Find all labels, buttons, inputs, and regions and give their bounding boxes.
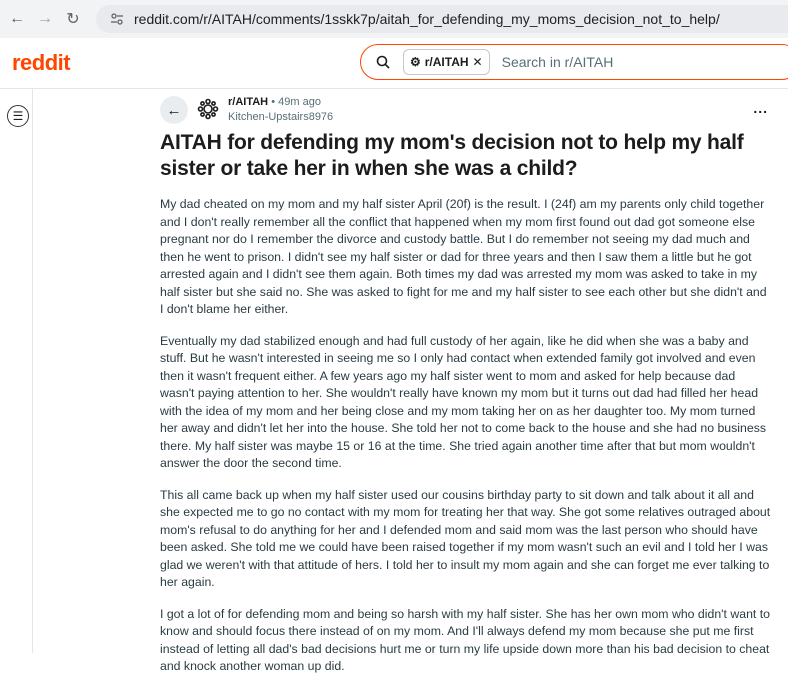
post-body	[160, 196, 772, 676]
address-bar[interactable]	[96, 5, 788, 33]
left-sidebar-rail	[0, 88, 33, 653]
more-options-icon[interactable]: ...	[753, 100, 768, 116]
back-arrow-icon[interactable]: ←	[9, 10, 25, 27]
post-meta	[160, 94, 772, 126]
subreddit-name[interactable]: r/AITAH	[228, 96, 269, 108]
reload-icon[interactable]: ↻	[66, 11, 80, 28]
post-container	[160, 94, 772, 690]
site-settings-icon[interactable]	[108, 10, 126, 28]
search-bar[interactable]	[360, 44, 788, 80]
post-title: AITAH for defending my mom's decision not to help my half sister or take her in when she was a child?	[160, 131, 744, 180]
post-paragraph: My dad cheated on my mom and my half sister April (20f) is the result. I (24f) am my parents only child together and I don't really remember all the conflict that happened when my mom first found out dad got someone else pregnant nor do I remember the divorce and custody battle. But I do remember not seeing my dad much and then he went to prison. I didn't see my half sister or dad for three years and then I saw them a little but he got arrested again and I didn't see them again. Both times my dad was arrested my mom was asked to take in my half sister but she said no. She was asked to fight for me and my half sister to see each other but she didn't and I don't blame her either.	[160, 197, 767, 316]
url-text: reddit.com/r/AITAH/comments/1sskk7p/aitah_for_defending_my_moms_decision_not_to_help/	[134, 11, 720, 27]
subreddit-line	[228, 96, 321, 108]
search-icon	[375, 54, 391, 70]
subreddit-gear-icon: ⚙	[410, 55, 421, 69]
browser-toolbar	[0, 0, 788, 39]
back-arrow-icon[interactable]: ←	[160, 96, 188, 124]
site-header	[0, 38, 788, 89]
close-icon[interactable]: ✕	[472, 55, 483, 69]
post-time: 49m ago	[278, 96, 321, 108]
forward-arrow-icon[interactable]: →	[37, 10, 53, 27]
post-paragraph: This all came back up when my half sister used our cousins birthday party to sit down and talk about it all and she expected me to go no contact with my mom for treating her that way. She got some relatives outraged about mom's refusal to do anything for her and I defended mom and said mom was the last person who should have been asked. She told me we could have been raised together if my mom wasn't such an evil and I told her I was glad we weren't with that attitude of hers. I told her to insult my mom again and she can forget me ever talking to her again.	[160, 487, 771, 589]
post-paragraph: Eventually my dad stabilized enough and had full custody of her again, like he did when she was a baby and stuff. But he wasn't interested in seeing me so I only had contact when extended family got involved and even then it wasn't frequent either. A few years ago my half sister went to mom and asked for help because dad wasn't paying attention to her. She wouldn't really have known my mom but it turns out dad had filled her head with the idea of my mom and her being close and my mom taking her on as her daughter too. My mom turned her away and didn't let her into the house. She told her not to come back to the house and she had no business there. My half sister was maybe 15 or 16 at the time. She tried again another time after that but mom wouldn't answer the door the second time.	[160, 333, 766, 470]
reddit-logo[interactable]: reddit	[12, 50, 71, 75]
post-author[interactable]: Kitchen-Upstairs8976	[228, 111, 334, 123]
separator-dot: •	[271, 96, 279, 108]
subreddit-filter-chip[interactable]	[403, 49, 490, 75]
subreddit-avatar-icon[interactable]	[196, 97, 220, 121]
chip-label: r/AITAH	[424, 55, 469, 69]
search-input[interactable]	[500, 53, 704, 71]
post-paragraph: I got a lot of for defending mom and being so harsh with my half sister. She has her own mom who didn't want to know and should focus there instead of on my mom. And I'll always defend my mom because she put me first instead of letting all dad's bad decisions hurt me or turn my life upside down more than his bad decision to cheat and knock another woman up did.	[160, 606, 771, 673]
menu-icon[interactable]: ☰	[7, 105, 29, 127]
